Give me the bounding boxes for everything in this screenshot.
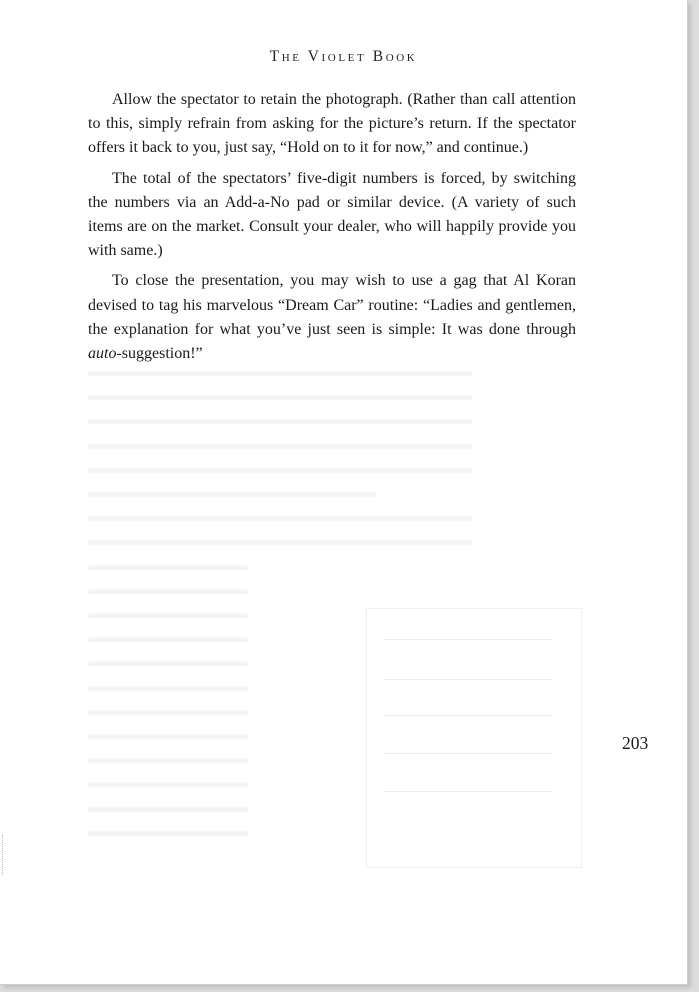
- paragraph-3-text: To close the presentation, you may wish to use a gag that Al Koran devised to tag his marvelous “Dream Car” routine: “Ladies and gentlemen, the explanation for what you’ve just seen is simple: It was done through: [88, 272, 576, 338]
- running-head: The Violet Book: [269, 48, 418, 65]
- paragraph-3-text-end: -suggestion!”: [116, 345, 203, 363]
- paragraph-3-emphasis: auto: [88, 345, 117, 363]
- body-text: [88, 88, 576, 372]
- paragraph-1: [88, 88, 576, 161]
- paragraph-2-text: The total of the spectators’ five-digit numbers is forced, by switching the numbers via an Add-a-No pad or similar device. (A variety of such items are on the market. Consult your dealer, who will happily provide you with same.): [88, 169, 576, 260]
- paragraph-1-text: Allow the spectator to retain the photograph. (Rather than call attention to this, simply refrain from asking for the picture’s return. If the spectator offers it back to you, just say, “Hold on to it for now,” and continue.): [88, 91, 576, 157]
- paragraph-2: [88, 167, 576, 264]
- show-through-figure: [366, 608, 582, 868]
- binding-perforation: [2, 835, 5, 875]
- show-through-text: [88, 360, 576, 844]
- paragraph-3: [88, 269, 576, 366]
- page-number: 203: [622, 733, 649, 753]
